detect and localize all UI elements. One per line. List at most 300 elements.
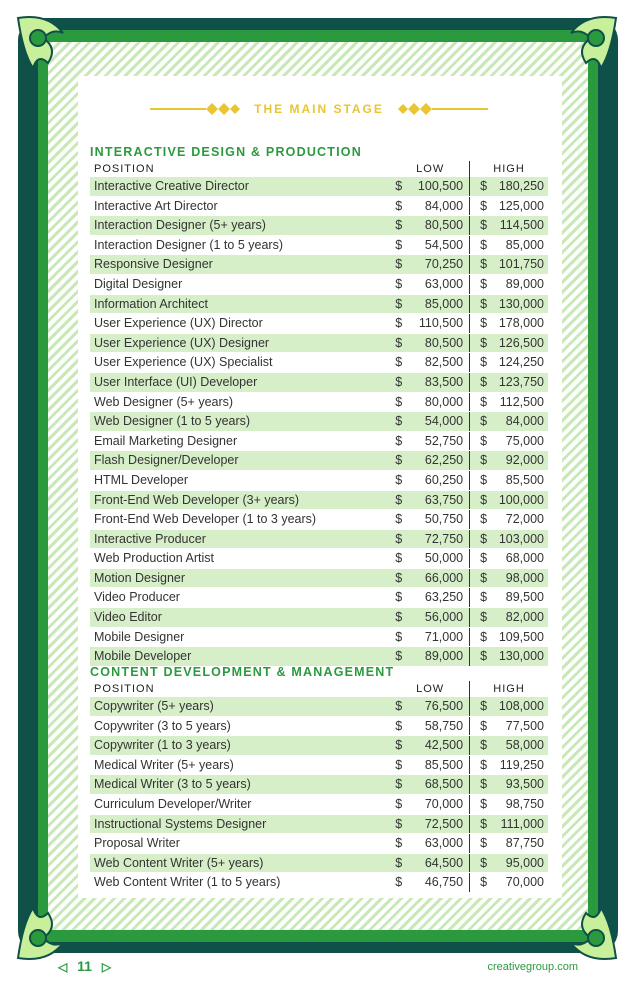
low-salary-value: 50,000 (424, 551, 464, 566)
page-number: 11 (77, 958, 92, 974)
currency-symbol: $ (480, 777, 488, 792)
table-row (90, 451, 548, 471)
position-cell: Front-End Web Developer (3+ years) (90, 490, 391, 510)
currency-symbol: $ (480, 816, 488, 831)
position-cell: Responsive Designer (90, 255, 391, 275)
position-cell: Information Architect (90, 294, 391, 314)
position-cell: User Experience (UX) Designer (90, 333, 391, 353)
high-salary-cell (470, 568, 548, 588)
high-salary-cell (470, 255, 548, 275)
high-salary-value: 98,000 (505, 570, 544, 585)
currency-symbol: $ (395, 699, 403, 713)
currency-symbol: $ (395, 531, 403, 546)
currency-symbol: $ (480, 855, 488, 870)
high-salary-cell (470, 814, 548, 834)
currency-symbol: $ (395, 551, 403, 566)
table-row (90, 255, 548, 275)
table-row (90, 549, 548, 569)
currency-symbol: $ (480, 512, 488, 527)
position-cell: Interaction Designer (5+ years) (90, 216, 391, 236)
high-salary-value: 112,500 (499, 394, 544, 409)
currency-symbol: $ (480, 276, 488, 291)
currency-symbol: $ (480, 570, 488, 585)
low-salary-value: 80,000 (424, 394, 464, 409)
high-salary-value: 68,000 (505, 551, 544, 566)
currency-symbol: $ (395, 512, 403, 527)
position-cell: User Experience (UX) Director (90, 314, 391, 334)
low-salary-value: 85,500 (424, 757, 464, 772)
position-cell: Flash Designer/Developer (90, 451, 391, 471)
position-cell: Web Content Writer (5+ years) (90, 853, 391, 873)
high-salary-value: 130,000 (498, 296, 544, 311)
low-salary-cell (391, 814, 469, 834)
low-salary-value: 72,500 (424, 816, 464, 831)
high-salary-cell (470, 608, 548, 628)
low-salary-value: 100,500 (417, 179, 464, 193)
high-salary-value: 84,000 (505, 414, 544, 429)
low-salary-cell (391, 412, 469, 432)
position-cell: Curriculum Developer/Writer (90, 794, 391, 814)
currency-symbol: $ (480, 629, 488, 644)
high-salary-value: 124,250 (498, 355, 544, 370)
currency-symbol: $ (480, 531, 488, 546)
section-content-development (90, 663, 548, 893)
low-salary-value: 71,000 (424, 629, 464, 644)
column-header-position: POSITION (94, 163, 155, 175)
currency-symbol: $ (480, 394, 488, 409)
high-salary-cell (470, 431, 548, 451)
high-salary-cell (470, 588, 548, 608)
low-salary-cell (391, 392, 469, 412)
currency-symbol: $ (395, 316, 403, 331)
table-row (90, 608, 548, 628)
currency-symbol: $ (395, 777, 403, 792)
high-salary-cell (470, 353, 548, 373)
currency-symbol: $ (480, 296, 488, 311)
position-cell: Interaction Designer (1 to 5 years) (90, 235, 391, 255)
low-salary-cell (391, 568, 469, 588)
currency-symbol: $ (395, 198, 403, 213)
low-salary-cell (391, 353, 469, 373)
high-salary-value: 85,000 (505, 237, 544, 252)
high-salary-value: 58,000 (505, 738, 544, 753)
high-salary-cell (470, 627, 548, 647)
high-salary-value: 93,500 (505, 777, 544, 792)
high-salary-value: 100,000 (498, 492, 544, 507)
low-salary-value: 50,750 (424, 512, 464, 527)
low-salary-value: 110,500 (418, 316, 464, 331)
high-salary-cell (470, 697, 548, 716)
section-interactive-design (90, 143, 548, 667)
low-salary-value: 63,250 (424, 590, 464, 605)
currency-symbol: $ (395, 276, 403, 291)
table-row (90, 627, 548, 647)
low-salary-cell (391, 873, 469, 893)
low-salary-cell (391, 716, 469, 736)
low-salary-value: 63,000 (424, 276, 464, 291)
position-cell: Video Editor (90, 608, 391, 628)
position-cell: Copywriter (1 to 3 years) (90, 736, 391, 756)
position-cell: Web Production Artist (90, 549, 391, 569)
position-cell: Mobile Designer (90, 627, 391, 647)
currency-symbol: $ (395, 237, 403, 252)
low-salary-cell (391, 608, 469, 628)
low-salary-cell (391, 794, 469, 814)
high-salary-value: 77,500 (505, 718, 544, 733)
low-salary-value: 52,750 (424, 433, 464, 448)
low-salary-value: 62,250 (424, 453, 464, 468)
currency-symbol: $ (395, 218, 403, 233)
table-row (90, 794, 548, 814)
low-salary-value: 82,500 (424, 355, 464, 370)
position-cell: Copywriter (5+ years) (90, 697, 391, 716)
position-cell: Web Content Writer (1 to 5 years) (90, 873, 391, 893)
low-salary-cell (391, 451, 469, 471)
stage-title-text: THE MAIN STAGE (254, 102, 384, 116)
low-salary-value: 63,000 (424, 836, 464, 851)
high-salary-cell (470, 392, 548, 412)
high-salary-cell (470, 314, 548, 334)
high-salary-value: 101,750 (498, 257, 544, 272)
low-salary-value: 60,250 (424, 472, 464, 487)
high-salary-value: 180,250 (498, 179, 544, 193)
low-salary-value: 68,500 (424, 777, 464, 792)
currency-symbol: $ (395, 816, 403, 831)
currency-symbol: $ (480, 414, 488, 429)
currency-symbol: $ (480, 836, 488, 851)
table-row (90, 736, 548, 756)
position-cell: Motion Designer (90, 568, 391, 588)
low-salary-value: 63,750 (424, 492, 464, 507)
currency-symbol: $ (395, 296, 403, 311)
position-cell: User Experience (UX) Specialist (90, 353, 391, 373)
position-cell: Medical Writer (3 to 5 years) (90, 775, 391, 795)
high-salary-value: 126,500 (498, 335, 544, 350)
low-salary-cell (391, 549, 469, 569)
currency-symbol: $ (395, 433, 403, 448)
high-salary-cell (470, 736, 548, 756)
next-page-icon[interactable]: ▷ (101, 960, 112, 974)
page-nav (58, 958, 111, 974)
table-row (90, 775, 548, 795)
low-salary-cell (391, 333, 469, 353)
low-salary-value: 54,500 (424, 237, 464, 252)
table-header-row (90, 681, 548, 697)
low-salary-cell (391, 755, 469, 775)
low-salary-value: 83,500 (424, 374, 464, 389)
low-salary-value: 80,500 (424, 335, 464, 350)
position-cell: Copywriter (3 to 5 years) (90, 716, 391, 736)
table-row (90, 834, 548, 854)
currency-symbol: $ (480, 433, 488, 448)
high-salary-cell (470, 529, 548, 549)
column-header-low: LOW (391, 681, 469, 697)
table-row (90, 716, 548, 736)
low-salary-value: 80,500 (424, 218, 464, 233)
low-salary-value: 85,000 (424, 296, 464, 311)
high-salary-cell (470, 294, 548, 314)
diamond-ornament-icon (398, 102, 488, 116)
high-salary-value: 119,250 (499, 757, 544, 772)
table-row (90, 814, 548, 834)
currency-symbol: $ (395, 738, 403, 753)
high-salary-value: 114,500 (499, 218, 544, 233)
salary-table (90, 161, 548, 667)
position-cell: Web Designer (1 to 5 years) (90, 412, 391, 432)
position-cell: HTML Developer (90, 470, 391, 490)
table-row (90, 588, 548, 608)
currency-symbol: $ (395, 179, 403, 193)
high-salary-cell (470, 510, 548, 530)
low-salary-value: 72,750 (424, 531, 464, 546)
high-salary-value: 98,750 (505, 796, 544, 811)
currency-symbol: $ (395, 472, 403, 487)
currency-symbol: $ (480, 551, 488, 566)
currency-symbol: $ (395, 570, 403, 585)
currency-symbol: $ (480, 796, 488, 811)
high-salary-value: 89,000 (505, 276, 544, 291)
high-salary-cell (470, 853, 548, 873)
low-salary-cell (391, 372, 469, 392)
currency-symbol: $ (480, 610, 488, 625)
low-salary-cell (391, 510, 469, 530)
position-cell: Interactive Art Director (90, 196, 391, 216)
high-salary-value: 87,750 (505, 836, 544, 851)
low-salary-value: 58,750 (424, 718, 464, 733)
table-row (90, 353, 548, 373)
currency-symbol: $ (480, 492, 488, 507)
table-row (90, 873, 548, 893)
table-row (90, 235, 548, 255)
currency-symbol: $ (395, 355, 403, 370)
high-salary-cell (470, 235, 548, 255)
table-row (90, 490, 548, 510)
table-row (90, 372, 548, 392)
low-salary-cell (391, 853, 469, 873)
high-salary-cell (470, 794, 548, 814)
position-cell: Web Designer (5+ years) (90, 392, 391, 412)
currency-symbol: $ (480, 355, 488, 370)
high-salary-cell (470, 873, 548, 893)
high-salary-value: 111,000 (500, 816, 544, 831)
currency-symbol: $ (395, 335, 403, 350)
currency-symbol: $ (480, 237, 488, 252)
low-salary-cell (391, 235, 469, 255)
currency-symbol: $ (480, 218, 488, 233)
currency-symbol: $ (480, 590, 488, 605)
currency-symbol: $ (480, 453, 488, 468)
high-salary-cell (470, 775, 548, 795)
position-cell: Email Marketing Designer (90, 431, 391, 451)
column-header-high: HIGH (493, 683, 525, 695)
high-salary-value: 70,000 (505, 875, 544, 890)
currency-symbol: $ (395, 492, 403, 507)
low-salary-cell (391, 470, 469, 490)
currency-symbol: $ (480, 699, 488, 713)
high-salary-value: 92,000 (505, 453, 544, 468)
currency-symbol: $ (480, 335, 488, 350)
currency-symbol: $ (480, 649, 488, 664)
low-salary-cell (391, 627, 469, 647)
low-salary-value: 84,000 (424, 198, 464, 213)
position-cell: Medical Writer (5+ years) (90, 755, 391, 775)
position-cell: Interactive Producer (90, 529, 391, 549)
low-salary-cell (391, 736, 469, 756)
low-salary-cell (391, 697, 469, 716)
low-salary-cell (391, 834, 469, 854)
low-salary-cell (391, 775, 469, 795)
low-salary-cell (391, 431, 469, 451)
page-footer (0, 958, 638, 980)
currency-symbol: $ (395, 394, 403, 409)
high-salary-value: 130,000 (498, 649, 544, 664)
low-salary-value: 76,500 (424, 699, 464, 713)
low-salary-value: 66,000 (424, 570, 464, 585)
table-header-row (90, 161, 548, 177)
position-cell: Digital Designer (90, 274, 391, 294)
high-salary-cell (470, 834, 548, 854)
position-cell: Front-End Web Developer (1 to 3 years) (90, 510, 391, 530)
low-salary-value: 42,500 (424, 738, 464, 753)
table-row (90, 196, 548, 216)
currency-symbol: $ (395, 590, 403, 605)
currency-symbol: $ (395, 453, 403, 468)
table-row (90, 314, 548, 334)
table-row (90, 294, 548, 314)
currency-symbol: $ (480, 198, 488, 213)
currency-symbol: $ (395, 374, 403, 389)
column-header-position: POSITION (94, 683, 155, 695)
low-salary-cell (391, 216, 469, 236)
currency-symbol: $ (480, 472, 488, 487)
currency-symbol: $ (480, 316, 488, 331)
website-link[interactable]: creativegroup.com (487, 961, 578, 973)
high-salary-cell (470, 177, 548, 196)
high-salary-cell (470, 755, 548, 775)
currency-symbol: $ (395, 610, 403, 625)
currency-symbol: $ (395, 414, 403, 429)
high-salary-value: 82,000 (505, 610, 544, 625)
high-salary-value: 109,500 (498, 629, 544, 644)
table-row (90, 510, 548, 530)
low-salary-cell (391, 196, 469, 216)
low-salary-value: 54,000 (424, 414, 464, 429)
low-salary-value: 64,500 (424, 855, 464, 870)
diamond-ornament-icon (150, 102, 240, 116)
position-cell: Proposal Writer (90, 834, 391, 854)
table-row (90, 697, 548, 716)
high-salary-value: 95,000 (505, 855, 544, 870)
table-row (90, 755, 548, 775)
stage-title (0, 100, 638, 118)
low-salary-value: 89,000 (424, 649, 464, 664)
high-salary-cell (470, 216, 548, 236)
high-salary-value: 178,000 (498, 316, 544, 331)
table-row (90, 431, 548, 451)
currency-symbol: $ (480, 179, 488, 193)
salary-table (90, 681, 548, 893)
high-salary-cell (470, 451, 548, 471)
previous-page-icon[interactable]: ◁ (58, 960, 68, 974)
table-row (90, 333, 548, 353)
high-salary-value: 89,500 (505, 590, 544, 605)
currency-symbol: $ (395, 257, 403, 272)
position-cell: Video Producer (90, 588, 391, 608)
currency-symbol: $ (480, 718, 488, 733)
low-salary-cell (391, 274, 469, 294)
currency-symbol: $ (480, 875, 488, 890)
currency-symbol: $ (395, 629, 403, 644)
currency-symbol: $ (395, 875, 403, 890)
high-salary-cell (470, 490, 548, 510)
position-cell: Instructional Systems Designer (90, 814, 391, 834)
low-salary-value: 56,000 (424, 610, 464, 625)
high-salary-value: 123,750 (498, 374, 544, 389)
high-salary-cell (470, 196, 548, 216)
high-salary-cell (470, 333, 548, 353)
low-salary-cell (391, 588, 469, 608)
low-salary-cell (391, 177, 469, 196)
currency-symbol: $ (480, 374, 488, 389)
column-header-high: HIGH (493, 163, 525, 175)
currency-symbol: $ (480, 757, 488, 772)
high-salary-cell (470, 549, 548, 569)
table-row (90, 177, 548, 196)
table-row (90, 568, 548, 588)
high-salary-cell (470, 470, 548, 490)
column-header-low: LOW (391, 161, 469, 177)
high-salary-value: 103,000 (498, 531, 544, 546)
high-salary-value: 108,000 (498, 699, 544, 713)
table-row (90, 529, 548, 549)
position-cell: Interactive Creative Director (90, 177, 391, 196)
section-title: INTERACTIVE DESIGN & PRODUCTION (90, 145, 362, 159)
currency-symbol: $ (395, 796, 403, 811)
low-salary-cell (391, 255, 469, 275)
position-cell: User Interface (UI) Developer (90, 372, 391, 392)
currency-symbol: $ (395, 855, 403, 870)
table-row (90, 412, 548, 432)
low-salary-cell (391, 294, 469, 314)
section-title: CONTENT DEVELOPMENT & MANAGEMENT (90, 665, 395, 679)
table-row (90, 853, 548, 873)
currency-symbol: $ (395, 836, 403, 851)
currency-symbol: $ (395, 718, 403, 733)
table-row (90, 392, 548, 412)
high-salary-cell (470, 372, 548, 392)
table-row (90, 216, 548, 236)
high-salary-value: 85,500 (505, 472, 544, 487)
currency-symbol: $ (395, 757, 403, 772)
low-salary-value: 70,250 (424, 257, 464, 272)
high-salary-value: 125,000 (498, 198, 544, 213)
low-salary-value: 70,000 (424, 796, 464, 811)
position-cell: Mobile Developer (90, 647, 391, 667)
high-salary-value: 75,000 (505, 433, 544, 448)
high-salary-value: 72,000 (505, 512, 544, 527)
table-row (90, 274, 548, 294)
high-salary-cell (470, 274, 548, 294)
currency-symbol: $ (395, 649, 403, 664)
low-salary-cell (391, 490, 469, 510)
low-salary-cell (391, 314, 469, 334)
table-row (90, 470, 548, 490)
currency-symbol: $ (480, 738, 488, 753)
low-salary-value: 46,750 (424, 875, 464, 890)
high-salary-cell (470, 412, 548, 432)
high-salary-cell (470, 716, 548, 736)
currency-symbol: $ (480, 257, 488, 272)
